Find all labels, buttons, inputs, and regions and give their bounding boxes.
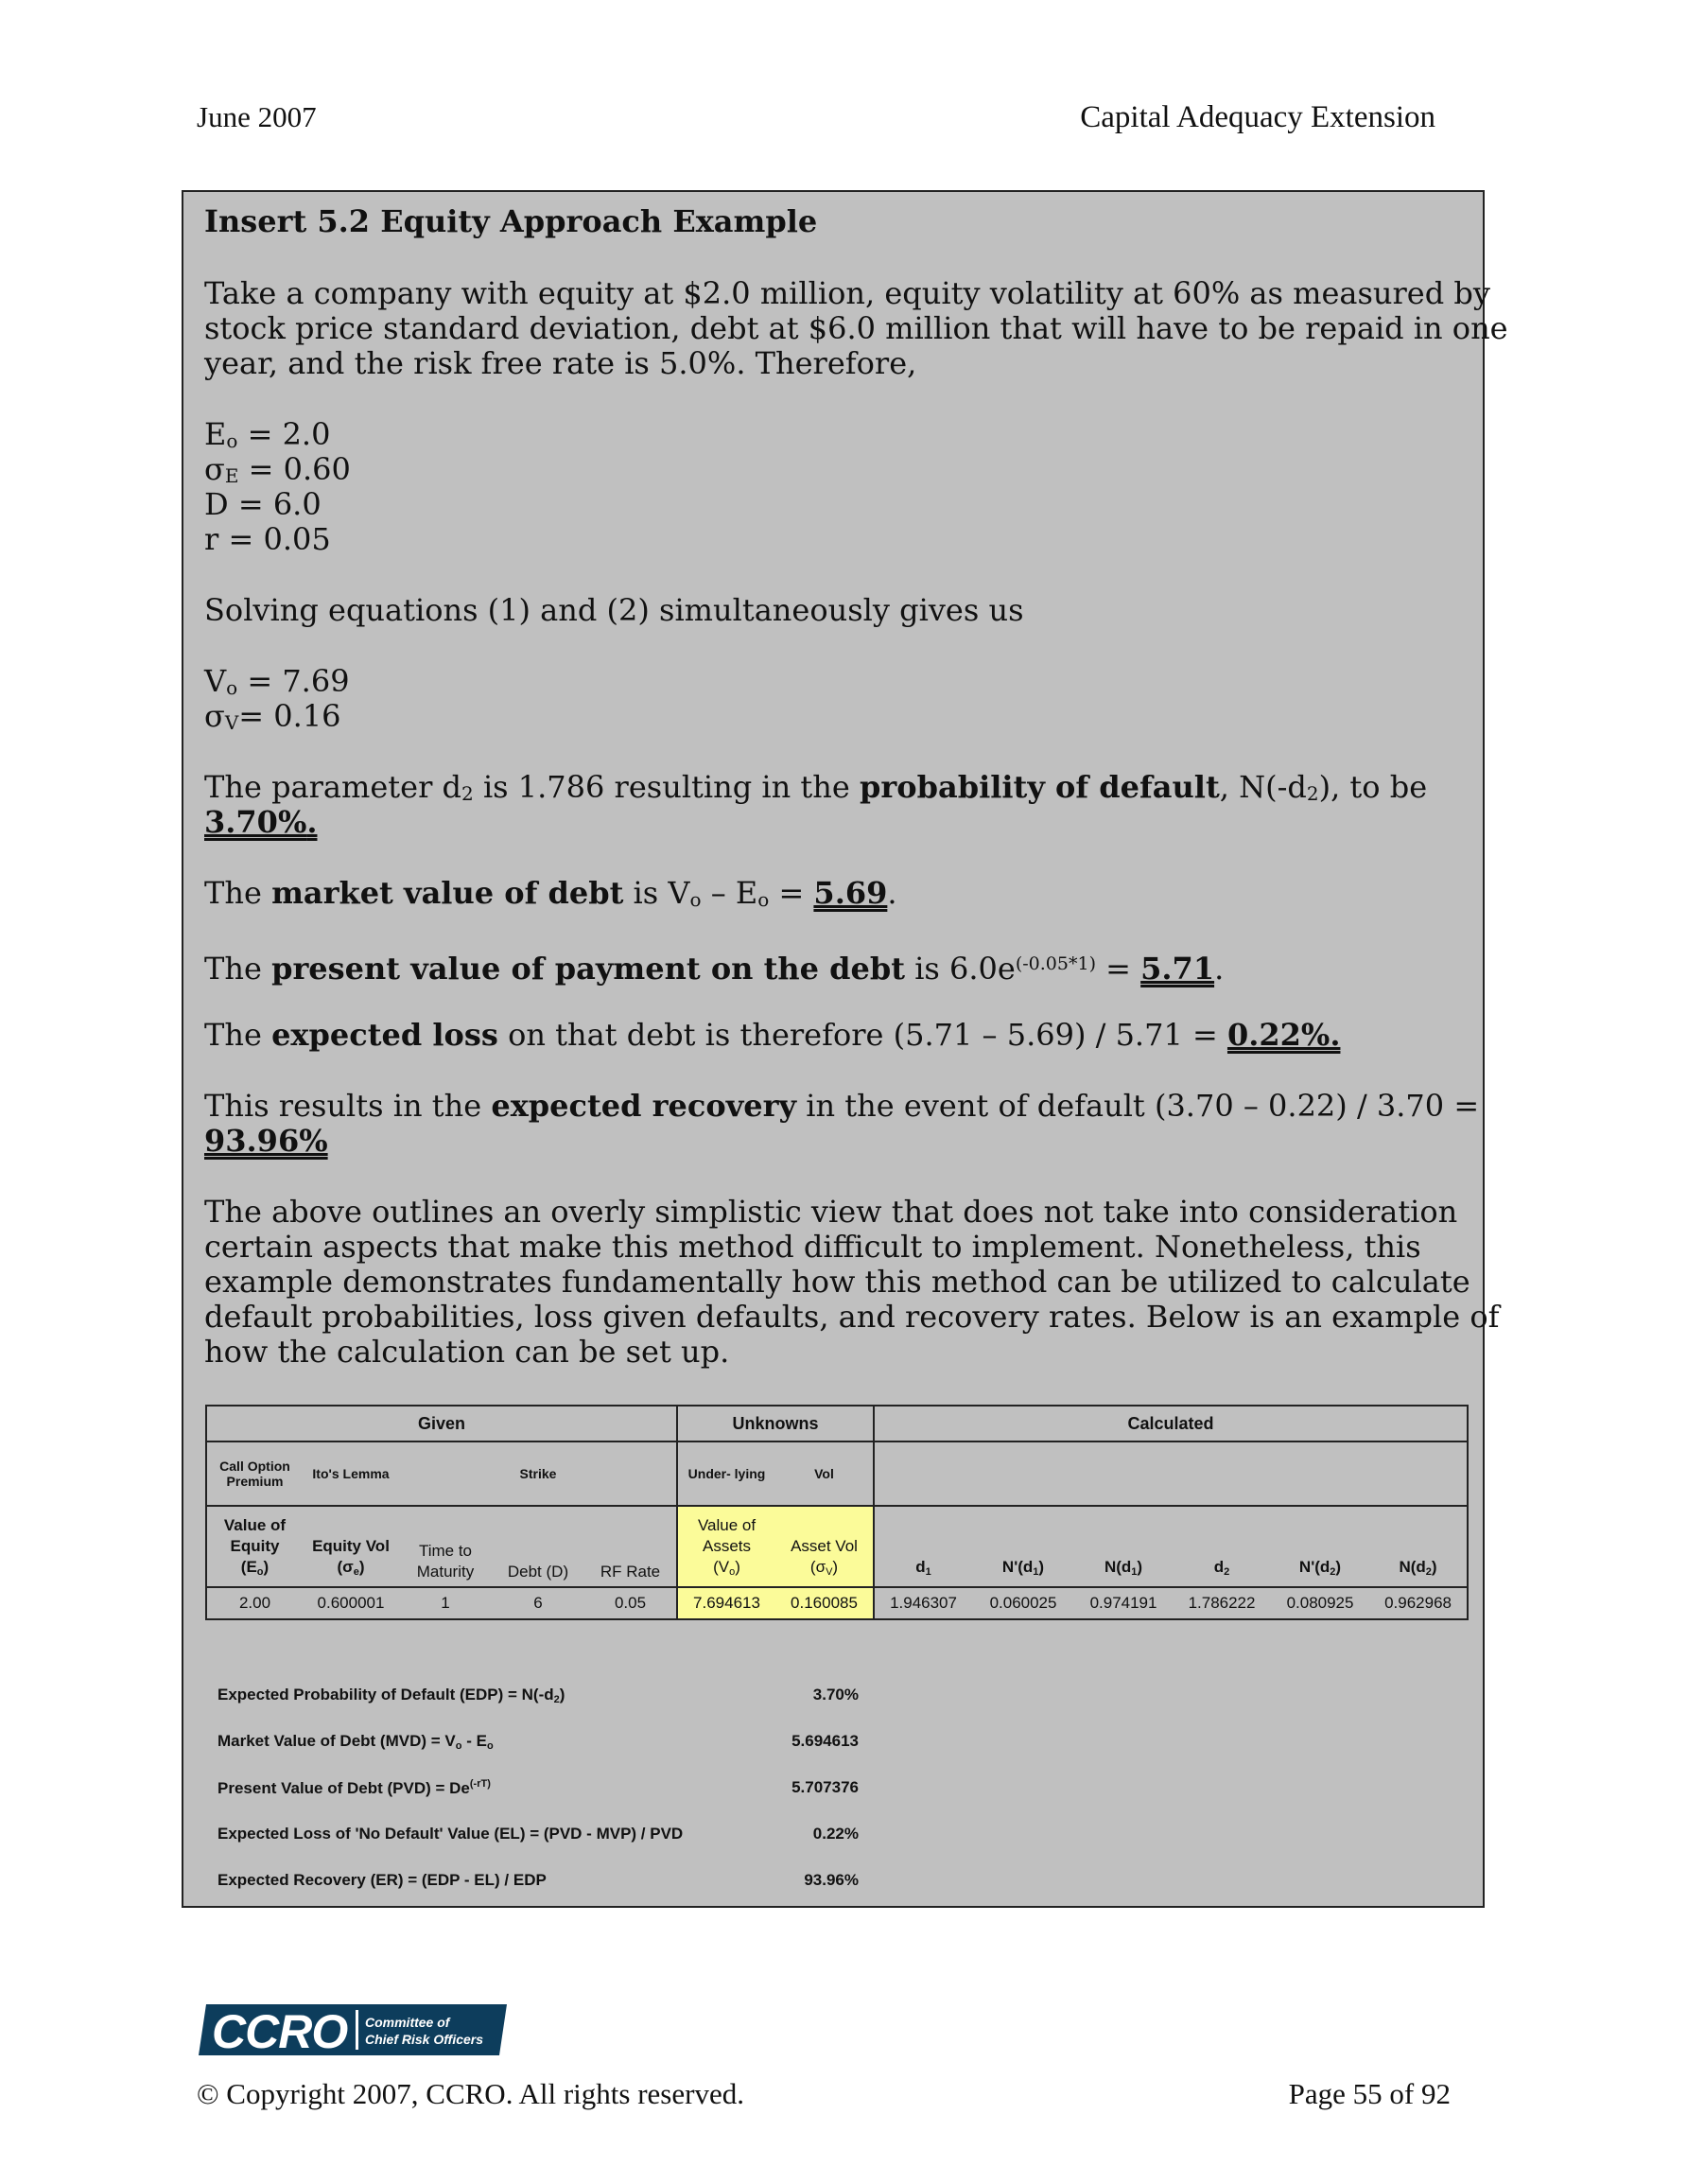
col-d1: $d_1$ xyxy=(874,1506,972,1587)
summary-er-label: Expected Recovery (ER) = (EDP - EL) / EDP xyxy=(217,1871,547,1889)
sub-call-option-premium: Call Option Premium xyxy=(206,1441,303,1506)
col-n-d1: $N(d_1)$ xyxy=(1074,1506,1173,1587)
footer-page-number: Page 55 of 92 xyxy=(1288,2077,1451,2110)
sub-strike: Strike xyxy=(519,1466,557,1481)
cell-debt: 6 xyxy=(492,1587,584,1619)
logo-line-1: Committee of xyxy=(365,2015,450,2030)
cell-n-d2: 0.962968 xyxy=(1369,1587,1468,1619)
col-n-prime-d2: $N'(d_2)$ xyxy=(1271,1506,1369,1587)
given-d: D = 6.0 xyxy=(204,486,322,522)
summary-edp-label: Expected Probability of Default $(EDP) = N(-d_2)$ xyxy=(217,1686,565,1705)
logo-mark: CCRO xyxy=(212,2005,348,2055)
summary-el-value: 0.22% xyxy=(812,1825,859,1843)
cell-value-of-assets: 7.694613 xyxy=(677,1587,775,1619)
intro-line-1: Take a company with equity at $2.0 million, equity volatility at 60% as measured by xyxy=(204,275,1490,311)
summary-er-value: 93.96% xyxy=(804,1871,859,1889)
insert-box xyxy=(182,190,1508,1908)
solving-text: Solving equations (1) and (2) simultaneously gives us xyxy=(204,592,1024,628)
group-unknowns: Unknowns xyxy=(677,1406,874,1441)
col-n-prime-d1: $N'(d_1)$ xyxy=(972,1506,1074,1587)
pvd-value: 5.71 xyxy=(1140,951,1215,987)
col-debt: Debt (D) xyxy=(492,1506,584,1587)
mvd-sentence: The market value of debt is $V_o - E_o = 5.69$. xyxy=(204,875,897,911)
solved-vo: $V_o = 7.69$ xyxy=(204,663,350,699)
header-date: June 2007 xyxy=(197,100,317,133)
er-value: 93.96% xyxy=(204,1123,328,1159)
cell-asset-vol: 0.160085 xyxy=(775,1587,874,1619)
er-sentence: This results in the expected recovery in the event of default (3.70 – 0.22) / 3.70 = xyxy=(204,1088,1480,1124)
group-given: Given xyxy=(206,1406,677,1441)
footer-copyright: © Copyright 2007, CCRO. All rights reserved. xyxy=(197,2077,744,2110)
outline-line-1: The above outlines an overly simplistic view that does not take into consideration xyxy=(204,1194,1458,1230)
col-asset-vol: Asset Vol $(\sigma_V)$ xyxy=(775,1506,874,1587)
col-time-to-maturity: Time to Maturity xyxy=(399,1506,492,1587)
col-rf-rate: RF Rate xyxy=(584,1506,677,1587)
summary-pvd-label: Present Value of Debt $(PVD) = De^{(-rT)}$ xyxy=(217,1778,491,1797)
summary-pvd-value: 5.707376 xyxy=(791,1778,859,1796)
cell-d2: 1.786222 xyxy=(1173,1587,1271,1619)
table-row xyxy=(206,1587,1468,1619)
summary-mvd-label: Market Value of Debt $(MVD) = V_o - E_o$ xyxy=(217,1732,494,1752)
ccro-logo xyxy=(199,2004,507,2055)
sub-itos-lemma: Ito's Lemma xyxy=(312,1466,390,1481)
given-sigma-e: $\sigma_E = 0.60$ xyxy=(204,451,351,487)
cell-rf-rate: 0.05 xyxy=(584,1587,677,1619)
calculation-table xyxy=(205,1405,1469,1620)
col-d2: $d_2$ xyxy=(1173,1506,1271,1587)
cell-equity: 2.00 xyxy=(206,1587,303,1619)
mvd-value: 5.69 xyxy=(813,875,888,911)
pd-value: 3.70%. xyxy=(204,804,318,840)
cell-equity-vol: 0.600001 xyxy=(303,1587,399,1619)
cell-n-prime-d2: 0.080925 xyxy=(1271,1587,1369,1619)
col-value-of-equity: Value of Equity $(E_o)$ xyxy=(206,1506,303,1587)
summary-edp-value: 3.70% xyxy=(812,1686,859,1704)
col-equity-vol: Equity Vol $(\sigma_e)$ xyxy=(303,1506,399,1587)
cell-time-to-maturity: 1 xyxy=(399,1587,492,1619)
sub-vol: Vol xyxy=(775,1441,874,1506)
sub-underlying: Under- lying xyxy=(677,1441,775,1506)
header-title: Capital Adequacy Extension xyxy=(1080,100,1435,134)
outline-line-2: certain aspects that make this method difficult to implement. Nonetheless, this xyxy=(204,1229,1421,1265)
cell-n-d1: 0.974191 xyxy=(1074,1587,1173,1619)
summary-mvd-value: 5.694613 xyxy=(791,1732,859,1750)
el-value: 0.22%. xyxy=(1226,1017,1341,1053)
outline-line-5: how the calculation can be set up. xyxy=(204,1334,730,1370)
col-value-of-assets: Value of Assets $(V_o)$ xyxy=(677,1506,775,1587)
intro-line-3: year, and the risk free rate is 5.0%. Therefore, xyxy=(204,345,917,381)
given-eo: $E_o = 2.0$ xyxy=(204,416,331,452)
solved-sigma-v: $\sigma_V= 0.16$ xyxy=(204,698,341,734)
pd-sentence: The parameter $d_2$ is 1.786 resulting in the probability of default, $N(-d_2)$, to be xyxy=(204,769,1428,805)
summary-el-label: Expected Loss of 'No Default' Value (EL) = (PVD - MVP) / PVD xyxy=(217,1825,684,1843)
el-sentence: The expected loss on that debt is therefore (5.71 – 5.69) / 5.71 = 0.22%. xyxy=(204,1017,1341,1053)
outline-line-4: default probabilities, loss given defaults, and recovery rates. Below is an example of xyxy=(204,1299,1500,1335)
col-n-d2: $N(d_2)$ xyxy=(1369,1506,1468,1587)
intro-line-2: stock price standard deviation, debt at $6.0 million that will have to be repaid in one xyxy=(204,310,1508,346)
insert-title: Insert 5.2 Equity Approach Example xyxy=(204,203,818,239)
outline-line-3: example demonstrates fundamentally how this method can be utilized to calculate xyxy=(204,1264,1470,1300)
pvd-sentence: The present value of payment on the debt is $6.0e^{(-0.05*1)} = 5.71$. xyxy=(204,951,1225,987)
given-r: r = 0.05 xyxy=(204,521,331,557)
group-calculated: Calculated xyxy=(874,1406,1468,1441)
cell-n-prime-d1: 0.060025 xyxy=(972,1587,1074,1619)
cell-d1: 1.946307 xyxy=(874,1587,972,1619)
logo-line-2: Chief Risk Officers xyxy=(365,2032,484,2047)
